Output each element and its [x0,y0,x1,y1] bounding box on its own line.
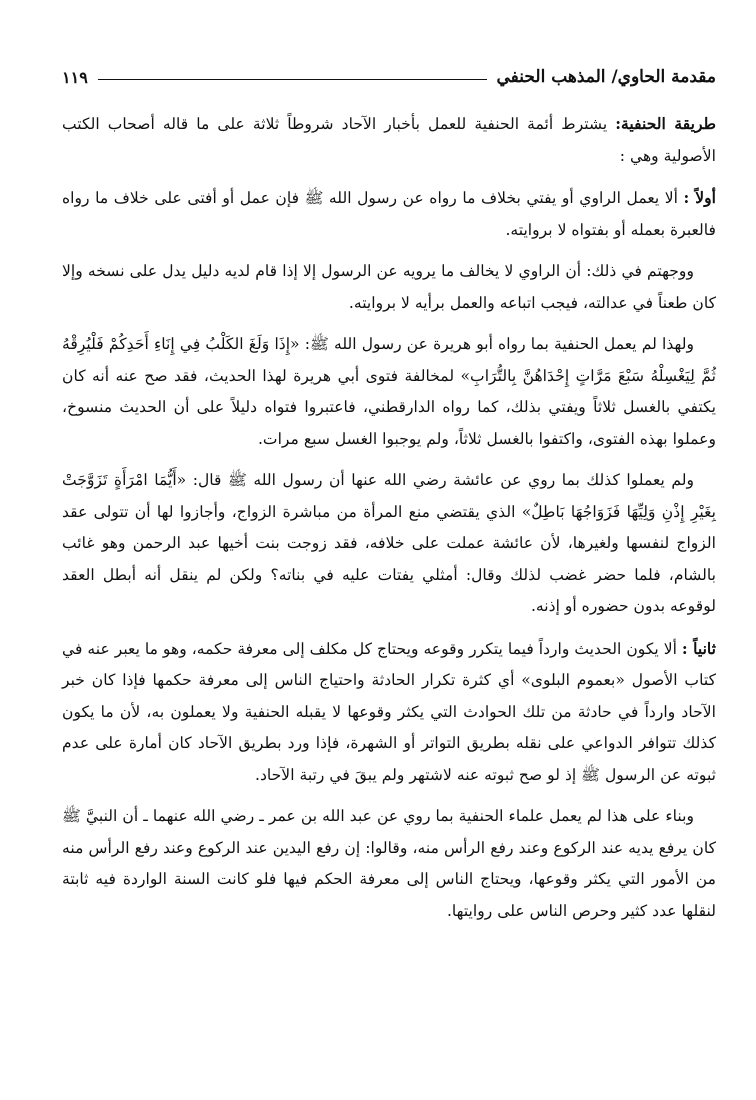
paragraph-text: ولم يعملوا كذلك بما روي عن عائشة رضي الله عنها أن رسول الله ﷺ قال: «أَيُّمَا امْرَأَةٍ تَزَوَّجَتْ بِغَيْرِ إِذْنِ وَلِيِّهَا فَزَوَاجُهَا بَاطِلٌ» الذي يقتضي منع المرأة من مباشرة الزواج، وأجازوا لها أن تتولى عقد الزواج لنفسها ولغيرها، لأن عائشة عملت على خلافه، فقد زوجت بنت أخيها عبد الرحمن وهو غائب بالشام، فلما حضر غضب لذلك وقال: أمثلي يفتات عليه في بناته؟ ولكن لم ينقل أنه أبطل العقد لوقوعه بدون حضوره أو إذنه. [62,471,716,615]
paragraph-reasoning [62,256,716,319]
paragraph-lead: طريقة الحنفية: [615,114,716,133]
page-body [62,108,716,937]
paragraph-text: ووجهتم في ذلك: أن الراوي لا يخالف ما يرويه عن الرسول إلا إذا قام لديه دليل يدل على نسخه وإلا كان طعناً في عدالته، فيجب اتباعه والعمل برأيه لا بروايته. [62,262,716,312]
header-title: مقدمة الحاوي/ المذهب الحنفي [496,67,716,87]
paragraph-lead: ثانياً : [681,638,716,658]
header-rule [98,79,487,80]
paragraph-second-condition [62,633,716,792]
paragraph-aisha [62,465,716,623]
paragraph-method [62,108,716,172]
paragraph-text: ولهذا لم يعمل الحنفية بما رواه أبو هريرة عن رسول الله ﷺ: «إِذَا وَلَغَ الكَلْبُ فِي إِنَاءِ أَحَدِكُمْ فَلْيُرِقْهُ ثُمَّ لِيَغْسِلْهُ سَبْعَ مَرَّاتٍ إِحْدَاهُنَّ بِالتُّرَابِ» لمخالفة فتوى أبي هريرة لهذا الحديث، فقد صح عنه أنه كان يكتفي بالغسل ثلاثاً ويفتي بذلك، كما رواه الدارقطني، فاعتبروا فتواه دليلاً على أن الحديث منسوخ، وعملوا بهذه الفتوى، واكتفوا بالغسل ثلاثاً، ولم يوجبوا الغسل سبع مرات. [62,335,716,448]
paragraph-first-condition [62,182,716,246]
paragraph-abu-hurayra [62,329,716,455]
paragraph-text: ألا يعمل الراوي أو يفتي بخلاف ما رواه عن رسول الله ﷺ فإن عمل أو أفتى على خلاف ما رواه فالعبرة بعمله أو بفتواه لا بروايته. [62,189,716,239]
paragraph-text: وبناء على هذا لم يعمل علماء الحنفية بما روي عن عبد الله بن عمر ـ رضي الله عنهما ـ أن النبيَّ ﷺ كان يرفع يديه عند الركوع وعند رفع الرأس منه، وقالوا: إن رفع اليدين عند الركوع وعند رفع الرأس منه من الأمور التي يكثر وقوعها، ويحتاج الناس إلى معرفة الحكم فيها فلو كانت السنة الواردة فيه ثابتة لنقلها عدد كثير وحرص الناس على روايتها. [62,807,716,920]
running-header [62,62,716,92]
paragraph-lead: أولاً : [683,188,716,207]
paragraph-ibn-umar [62,801,716,927]
paragraph-text: ألا يكون الحديث وارداً فيما يتكرر وقوعه ويحتاج كل مكلف إلى معرفة حكمه، وهو ما يعبر عنه في كتاب الأصول «بعموم البلوى» أي كثرة تكرار الحادثة واحتياج الناس إلى معرفة حكمها فإذا كان خبر الآحاد وارداً في حادثة من تلك الحوادث التي يكثر وقوعها لا يقبله الحنفية ولا يعملون به، لأن ما يكون كذلك تتوافر الدواعي على نقله بطريق التواتر أو الشهرة، فإذا ورد بطريق الآحاد كان أمارة على عدم ثبوته عن الرسول ﷺ إذ لو صح ثبوته عنه لاشتهر ولم يبقَ في رتبة الآحاد. [62,639,716,784]
page-number: ١١٩ [62,67,88,87]
paragraph-text: يشترط أئمة الحنفية للعمل بأخبار الآحاد شروطاً ثلاثة على ما قاله أصحاب الكتب الأصولية وهي : [62,115,716,165]
